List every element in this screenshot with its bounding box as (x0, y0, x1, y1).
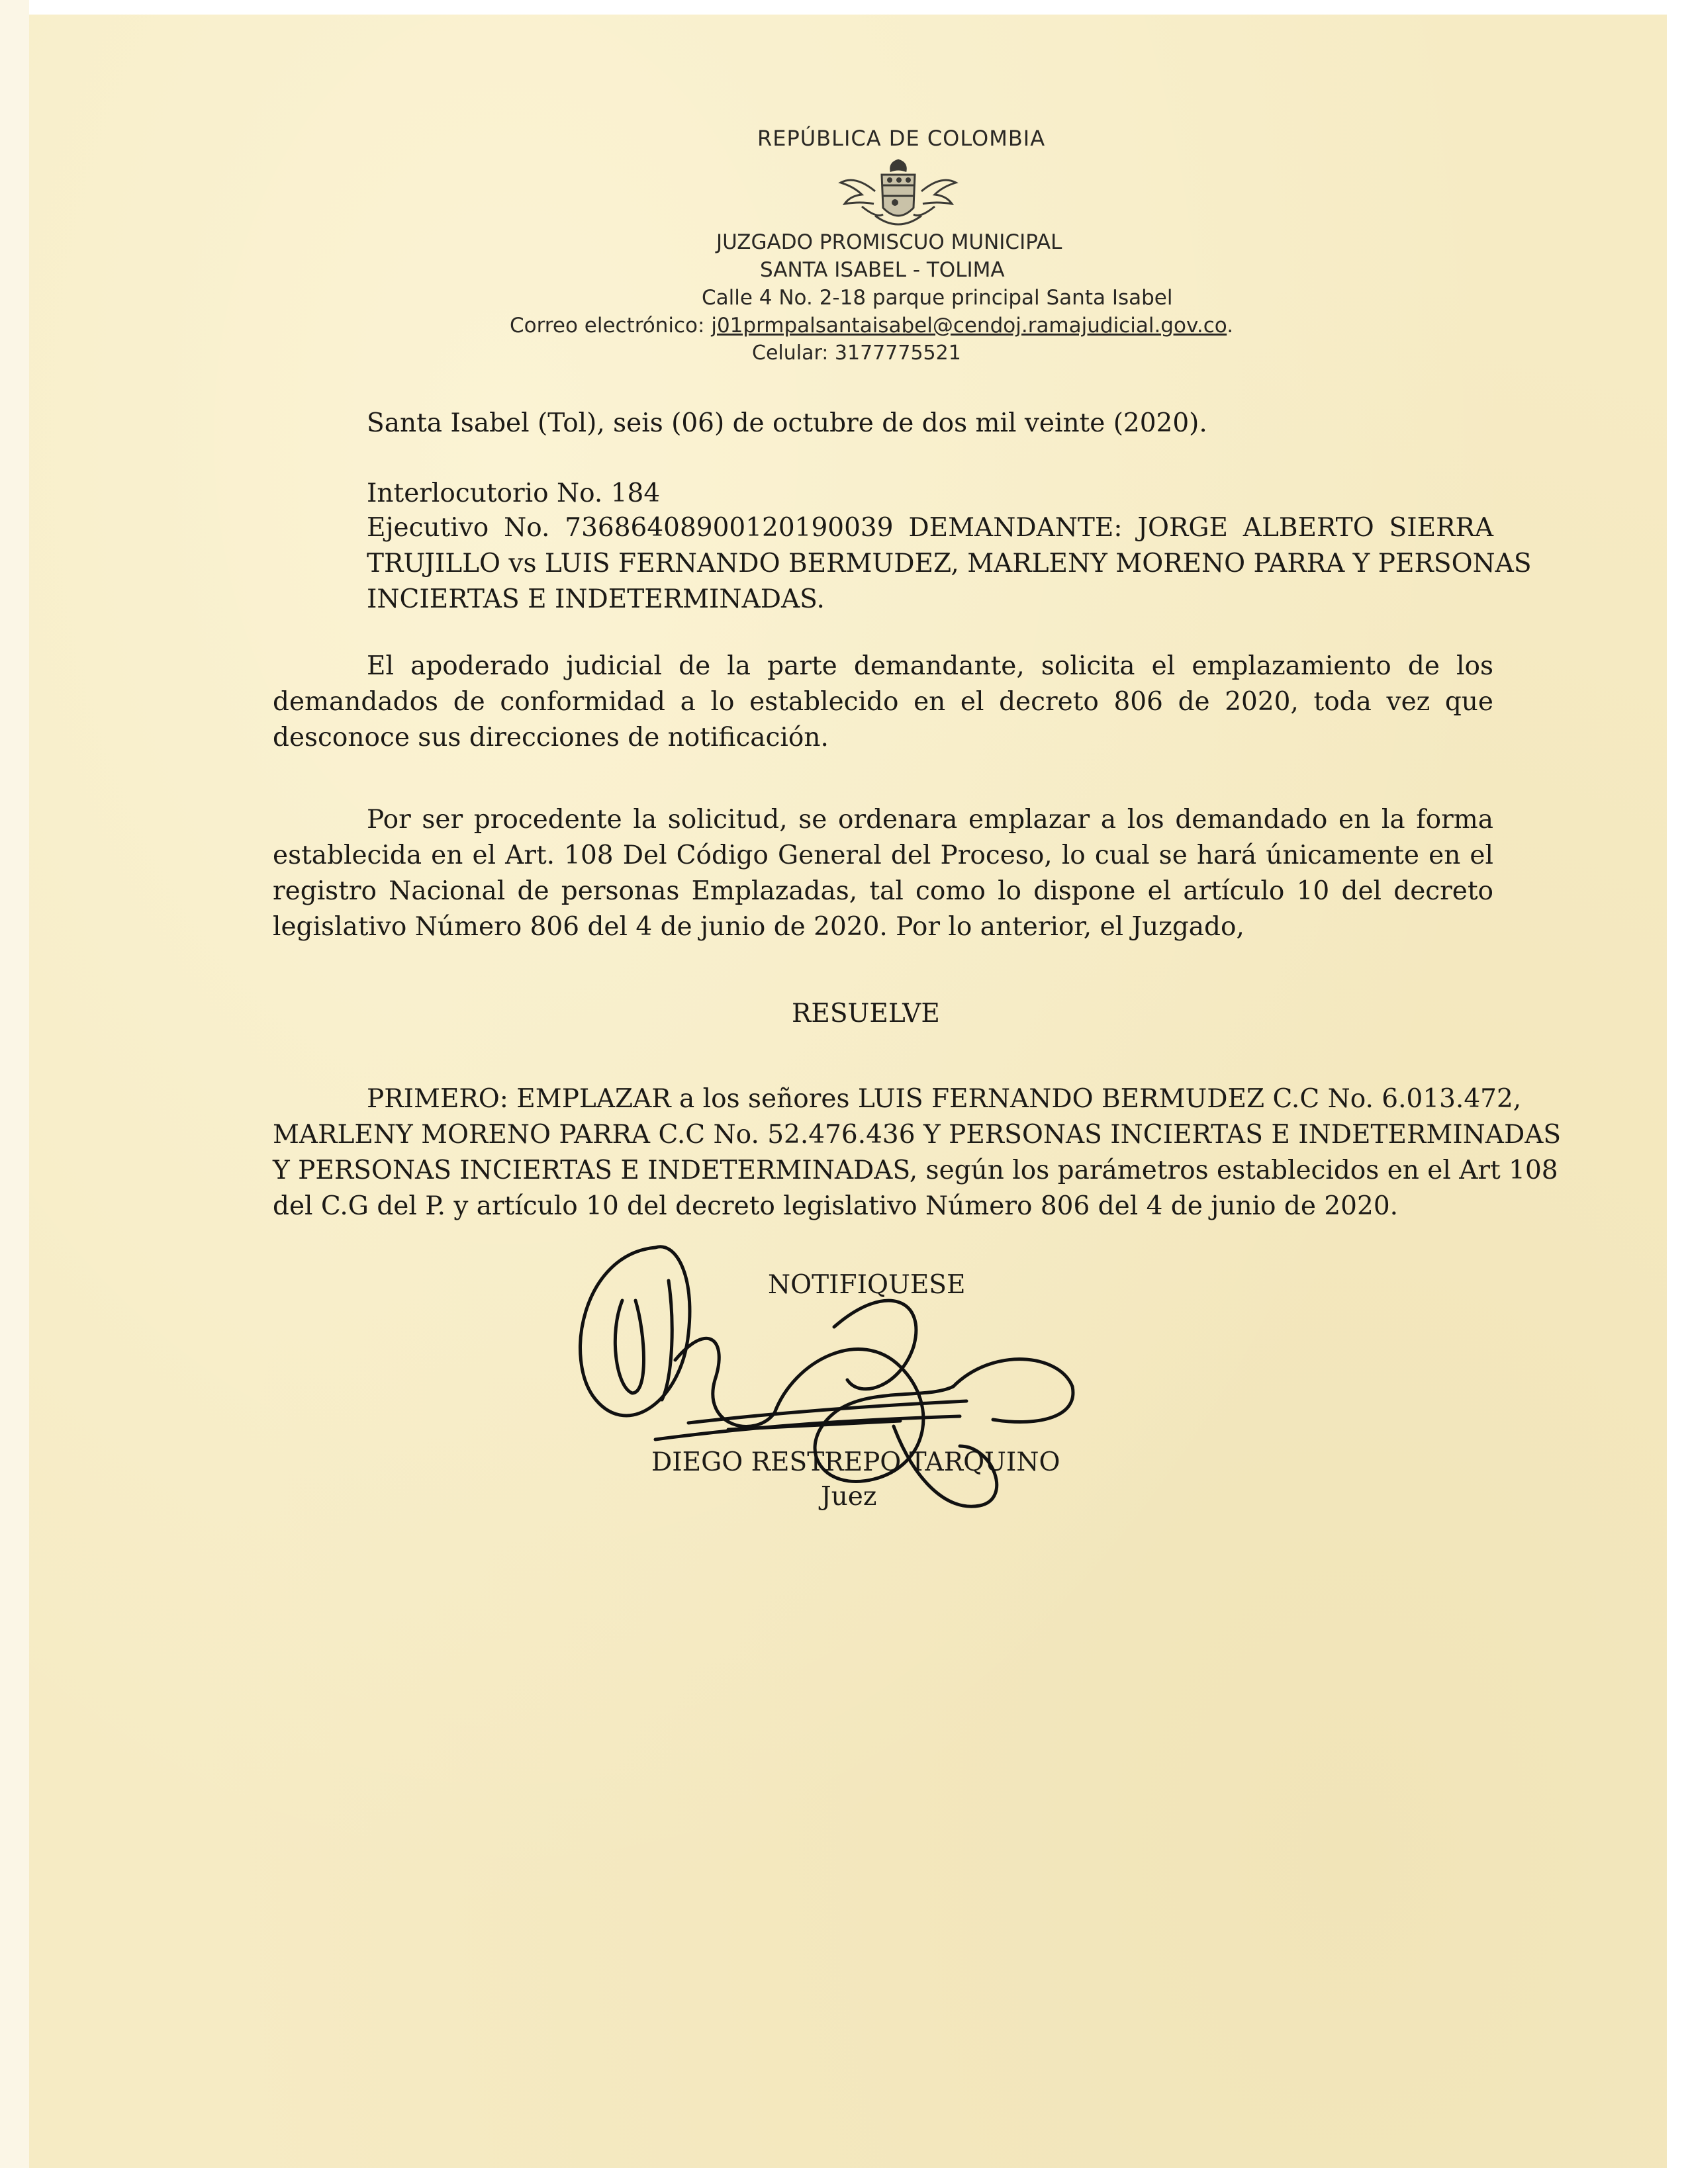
resuelve-heading: RESUELVE (792, 999, 940, 1028)
case-reference (367, 510, 1532, 617)
scan-border-bottom (0, 2168, 1688, 2184)
case-line: INCIERTAS E INDETERMINADAS. (367, 584, 825, 614)
paragraph-line: MARLENY MORENO PARRA C.C No. 52.476.436 Y PERSONAS INCIERTAS E INDETERMINADAS (273, 1120, 1562, 1150)
paragraph-line: El apoderado judicial de la parte demandante, solicita el emplazamiento de los (367, 651, 1493, 681)
paragraph-line: desconoce sus direcciones de notificación. (273, 723, 829, 752)
paragraph-line: registro Nacional de personas Emplazadas, tal como lo dispone el artículo 10 del decreto (273, 876, 1493, 906)
paragraph-line: Por ser procedente la solicitud, se ordenara emplazar a los demandado en la forma (367, 805, 1493, 835)
paragraph-line: PRIMERO: EMPLAZAR a los señores LUIS FERNANDO BERMUDEZ C.C No. 6.013.472, (367, 1084, 1522, 1114)
country-name: REPÚBLICA DE COLOMBIA (757, 126, 1046, 151)
coat-of-arms-seal-icon (835, 155, 961, 234)
court-phone: Celular: 3177775521 (752, 341, 961, 365)
scan-border-right (1667, 0, 1688, 2184)
paragraph-order (273, 802, 1493, 945)
case-line: Ejecutivo No. 73686408900120190039 DEMANDANTE: JORGE ALBERTO SIERRA (367, 513, 1493, 543)
judge-name: DIEGO RESTREPO TARQUINO (651, 1447, 1060, 1477)
paragraph-line: del C.G del P. y artículo 10 del decreto legislativo Número 806 del 4 de junio de 2020. (273, 1191, 1399, 1221)
paragraph-line: Y PERSONAS INCIERTAS E INDETERMINADAS, según los parámetros establecidos en el Art 108 (273, 1156, 1558, 1185)
notifiquese-label: NOTIFIQUESE (768, 1270, 966, 1300)
paragraph-request (273, 649, 1493, 756)
paragraph-line: demandados de conformidad a lo establecido en el decreto 806 de 2020, toda vez que (273, 687, 1493, 717)
interlocutorio-number: Interlocutorio No. 184 (367, 478, 661, 508)
date-line: Santa Isabel (Tol), seis (06) de octubre de dos mil veinte (2020). (367, 408, 1207, 438)
paragraph-line: legislativo Número 806 del 4 de junio de 2020. Por lo anterior, el Juzgado, (273, 912, 1244, 942)
court-town: SANTA ISABEL - TOLIMA (760, 258, 1005, 282)
email-line (510, 314, 1233, 338)
paragraph-primero (273, 1081, 1562, 1224)
email-suffix: . (1227, 314, 1234, 338)
paragraph-line: establecida en el Art. 108 Del Código General del Proceso, lo cual se hará únicamente en el (273, 841, 1493, 870)
scan-border-left (0, 0, 29, 2184)
scan-border-top (0, 0, 1688, 15)
email-link[interactable]: j01prmpalsantaisabel@cendoj.ramajudicial.gov.co (711, 314, 1227, 338)
court-name: JUZGADO PROMISCUO MUNICIPAL (716, 230, 1062, 254)
judge-title: Juez (821, 1482, 877, 1512)
court-address: Calle 4 No. 2-18 parque principal Santa Isabel (702, 286, 1173, 310)
case-line: TRUJILLO vs LUIS FERNANDO BERMUDEZ, MARLENY MORENO PARRA Y PERSONAS (367, 549, 1532, 578)
email-label: Correo electrónico: (510, 314, 712, 338)
